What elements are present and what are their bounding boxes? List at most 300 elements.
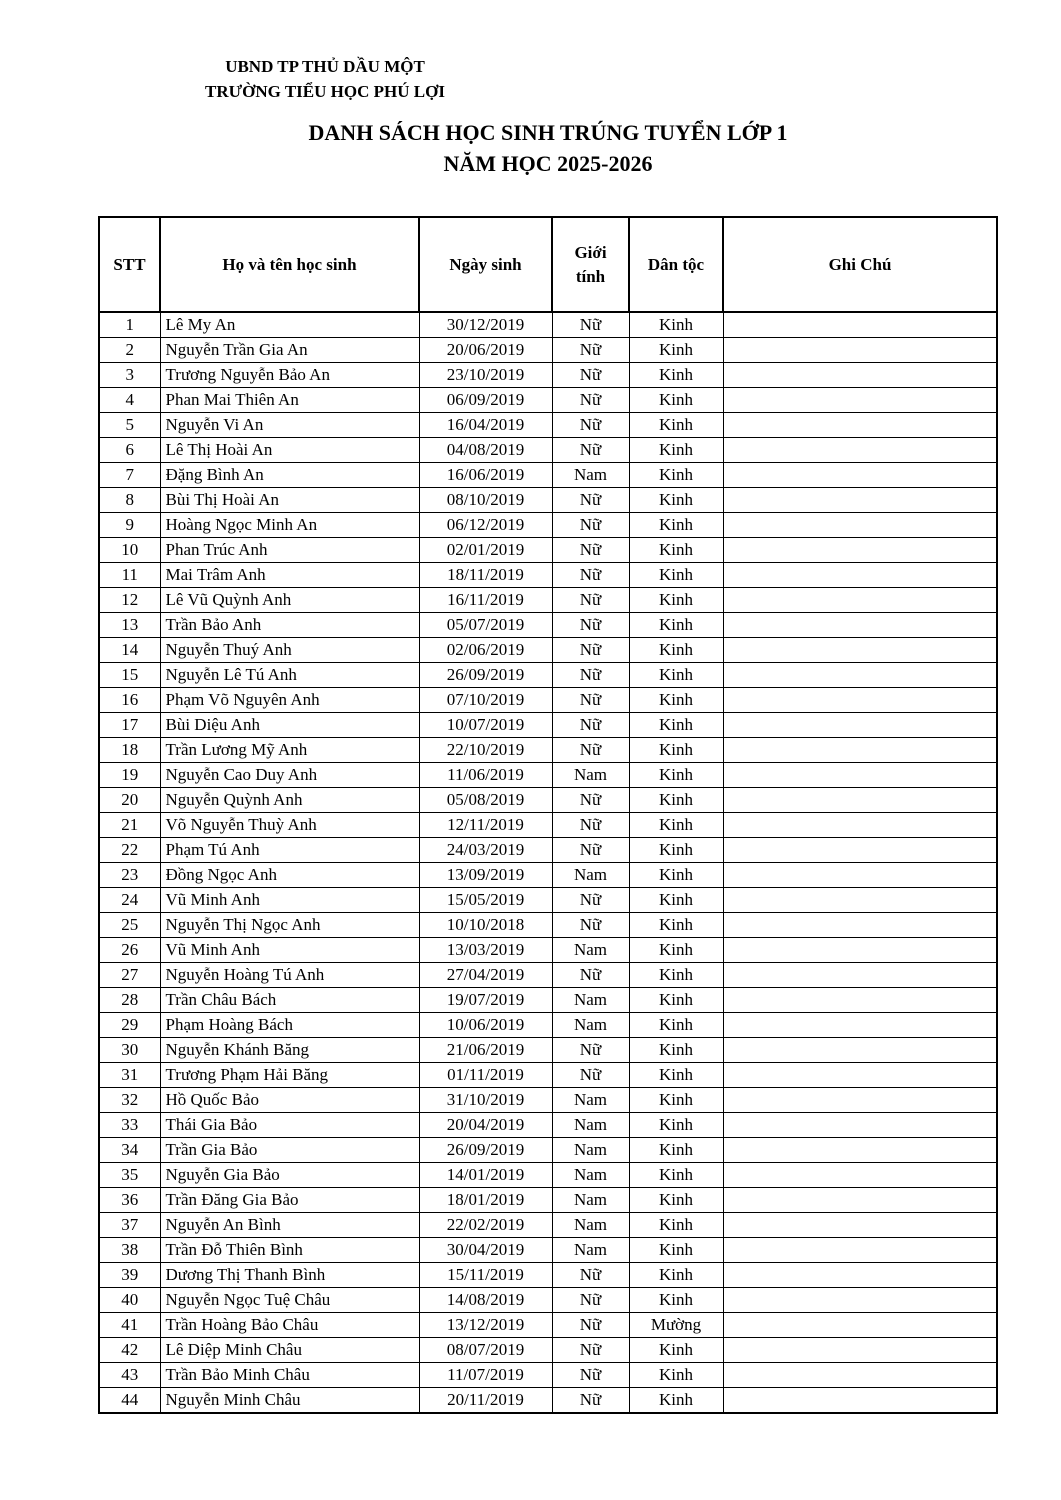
table-row [99,438,997,463]
table-row [99,463,997,488]
cell-note [723,738,997,763]
cell-note [723,813,997,838]
cell-dob: 31/10/2019 [419,1088,552,1113]
table-row [99,1163,997,1188]
cell-name: Lê Vũ Quỳnh Anh [160,588,419,613]
cell-ethnicity: Kinh [629,1263,723,1288]
cell-dob: 23/10/2019 [419,363,552,388]
cell-ethnicity: Kinh [629,438,723,463]
cell-stt: 28 [99,988,160,1013]
cell-note [723,1288,997,1313]
cell-stt: 9 [99,513,160,538]
cell-name: Nguyễn Hoàng Tú Anh [160,963,419,988]
cell-name: Trần Gia Bảo [160,1138,419,1163]
table-row [99,1138,997,1163]
cell-gender: Nữ [552,613,629,638]
cell-stt: 34 [99,1138,160,1163]
cell-gender: Nữ [552,838,629,863]
cell-dob: 18/11/2019 [419,563,552,588]
cell-name: Phan Mai Thiên An [160,388,419,413]
table-row [99,913,997,938]
table-row [99,1338,997,1363]
cell-dob: 13/12/2019 [419,1313,552,1338]
cell-name: Lê My An [160,312,419,338]
cell-gender: Nữ [552,713,629,738]
cell-ethnicity: Kinh [629,963,723,988]
cell-dob: 05/08/2019 [419,788,552,813]
cell-stt: 37 [99,1213,160,1238]
cell-note [723,1113,997,1138]
cell-ethnicity: Kinh [629,663,723,688]
cell-gender: Nam [552,1213,629,1238]
cell-ethnicity: Kinh [629,588,723,613]
table-header-row [99,217,997,312]
cell-ethnicity: Kinh [629,1213,723,1238]
table-row [99,1363,997,1388]
cell-note [723,863,997,888]
cell-gender: Nam [552,988,629,1013]
cell-dob: 30/04/2019 [419,1238,552,1263]
col-header-ethnicity: Dân tộc [629,217,723,312]
cell-stt: 31 [99,1063,160,1088]
table-row [99,563,997,588]
table-row [99,638,997,663]
cell-note [723,963,997,988]
cell-note [723,1363,997,1388]
cell-name: Vũ Minh Anh [160,938,419,963]
cell-name: Trần Đỗ Thiên Bình [160,1238,419,1263]
cell-note [723,413,997,438]
cell-name: Trần Bảo Anh [160,613,419,638]
cell-gender: Nữ [552,513,629,538]
cell-ethnicity: Kinh [629,1163,723,1188]
cell-ethnicity: Kinh [629,738,723,763]
cell-name: Trần Bảo Minh Châu [160,1363,419,1388]
cell-name: Nguyễn Cao Duy Anh [160,763,419,788]
cell-note [723,1388,997,1414]
cell-stt: 13 [99,613,160,638]
cell-gender: Nữ [552,963,629,988]
cell-note [723,1313,997,1338]
document-subtitle: NĂM HỌC 2025-2026 [443,151,653,176]
cell-dob: 26/09/2019 [419,1138,552,1163]
cell-name: Võ Nguyễn Thuỳ Anh [160,813,419,838]
col-header-dob: Ngày sinh [419,217,552,312]
cell-gender: Nam [552,1013,629,1038]
table-row [99,1013,997,1038]
table-row [99,763,997,788]
cell-stt: 33 [99,1113,160,1138]
cell-dob: 11/06/2019 [419,763,552,788]
cell-note [723,613,997,638]
cell-name: Nguyễn Trần Gia An [160,338,419,363]
cell-dob: 06/12/2019 [419,513,552,538]
cell-stt: 7 [99,463,160,488]
cell-name: Trần Châu Bách [160,988,419,1013]
cell-dob: 15/11/2019 [419,1263,552,1288]
cell-note [723,763,997,788]
cell-stt: 42 [99,1338,160,1363]
cell-stt: 21 [99,813,160,838]
cell-gender: Nữ [552,388,629,413]
cell-stt: 43 [99,1363,160,1388]
cell-gender: Nữ [552,538,629,563]
cell-ethnicity: Kinh [629,688,723,713]
cell-note [723,888,997,913]
cell-ethnicity: Kinh [629,1288,723,1313]
table-row [99,1088,997,1113]
cell-stt: 30 [99,1038,160,1063]
cell-note [723,1138,997,1163]
cell-ethnicity: Kinh [629,638,723,663]
cell-ethnicity: Kinh [629,1138,723,1163]
cell-gender: Nữ [552,738,629,763]
cell-ethnicity: Kinh [629,838,723,863]
cell-name: Đặng Bình An [160,463,419,488]
cell-note [723,588,997,613]
cell-gender: Nữ [552,413,629,438]
cell-dob: 10/07/2019 [419,713,552,738]
cell-gender: Nữ [552,1263,629,1288]
table-row [99,988,997,1013]
cell-stt: 23 [99,863,160,888]
table-body [99,312,997,1413]
cell-dob: 22/02/2019 [419,1213,552,1238]
cell-ethnicity: Kinh [629,413,723,438]
cell-gender: Nam [552,1163,629,1188]
cell-name: Trần Đăng Gia Bảo [160,1188,419,1213]
cell-name: Nguyễn Minh Châu [160,1388,419,1414]
cell-stt: 1 [99,312,160,338]
table-row [99,488,997,513]
cell-stt: 10 [99,538,160,563]
cell-ethnicity: Kinh [629,388,723,413]
cell-note [723,363,997,388]
cell-gender: Nữ [552,688,629,713]
cell-dob: 20/06/2019 [419,338,552,363]
cell-ethnicity: Kinh [629,913,723,938]
cell-gender: Nữ [552,312,629,338]
cell-note [723,688,997,713]
cell-gender: Nữ [552,1388,629,1414]
cell-name: Trần Lương Mỹ Anh [160,738,419,763]
cell-name: Nguyễn Thuý Anh [160,638,419,663]
cell-stt: 38 [99,1238,160,1263]
cell-gender: Nữ [552,1288,629,1313]
cell-note [723,1088,997,1113]
cell-stt: 5 [99,413,160,438]
cell-note [723,1188,997,1213]
cell-note [723,1063,997,1088]
org-line-1: UBND TP THỦ DẦU MỘT [225,57,425,76]
table-row [99,413,997,438]
cell-note [723,938,997,963]
table-row [99,963,997,988]
cell-ethnicity: Kinh [629,988,723,1013]
cell-dob: 11/07/2019 [419,1363,552,1388]
cell-stt: 6 [99,438,160,463]
cell-gender: Nữ [552,913,629,938]
cell-name: Lê Thị Hoài An [160,438,419,463]
table-row [99,363,997,388]
table-row [99,338,997,363]
cell-stt: 17 [99,713,160,738]
cell-name: Nguyễn Gia Bảo [160,1163,419,1188]
cell-gender: Nữ [552,1363,629,1388]
cell-ethnicity: Kinh [629,538,723,563]
cell-name: Nguyễn Vi An [160,413,419,438]
cell-stt: 25 [99,913,160,938]
cell-dob: 16/11/2019 [419,588,552,613]
cell-stt: 18 [99,738,160,763]
cell-stt: 22 [99,838,160,863]
cell-note [723,1263,997,1288]
table-row [99,1388,997,1414]
cell-ethnicity: Mường [629,1313,723,1338]
table-row [99,1313,997,1338]
col-header-stt: STT [99,217,160,312]
cell-dob: 02/01/2019 [419,538,552,563]
cell-stt: 14 [99,638,160,663]
cell-ethnicity: Kinh [629,1238,723,1263]
cell-dob: 21/06/2019 [419,1038,552,1063]
cell-note [723,388,997,413]
cell-name: Thái Gia Bảo [160,1113,419,1138]
cell-gender: Nữ [552,338,629,363]
cell-gender: Nữ [552,1313,629,1338]
cell-gender: Nữ [552,438,629,463]
cell-stt: 29 [99,1013,160,1038]
cell-dob: 22/10/2019 [419,738,552,763]
cell-dob: 14/01/2019 [419,1163,552,1188]
cell-dob: 26/09/2019 [419,663,552,688]
document-title: DANH SÁCH HỌC SINH TRÚNG TUYỂN LỚP 1 [308,120,788,145]
cell-gender: Nam [552,463,629,488]
cell-stt: 16 [99,688,160,713]
cell-stt: 32 [99,1088,160,1113]
cell-dob: 08/10/2019 [419,488,552,513]
cell-name: Nguyễn An Bình [160,1213,419,1238]
table-row [99,1263,997,1288]
cell-ethnicity: Kinh [629,863,723,888]
cell-gender: Nam [552,1113,629,1138]
cell-stt: 40 [99,1288,160,1313]
cell-dob: 30/12/2019 [419,312,552,338]
cell-gender: Nữ [552,588,629,613]
cell-note [723,538,997,563]
col-header-gender-line1: Giới [574,242,607,262]
table-row [99,1063,997,1088]
cell-name: Phạm Hoàng Bách [160,1013,419,1038]
cell-note [723,513,997,538]
cell-dob: 10/06/2019 [419,1013,552,1038]
cell-note [723,838,997,863]
cell-dob: 18/01/2019 [419,1188,552,1213]
cell-dob: 02/06/2019 [419,638,552,663]
cell-note [723,563,997,588]
cell-ethnicity: Kinh [629,813,723,838]
cell-stt: 27 [99,963,160,988]
table-row [99,738,997,763]
cell-ethnicity: Kinh [629,488,723,513]
cell-name: Nguyễn Quỳnh Anh [160,788,419,813]
cell-name: Bùi Thị Hoài An [160,488,419,513]
cell-stt: 2 [99,338,160,363]
cell-gender: Nữ [552,788,629,813]
student-table [98,216,998,1414]
table-row [99,713,997,738]
cell-name: Nguyễn Ngọc Tuệ Châu [160,1288,419,1313]
cell-stt: 12 [99,588,160,613]
cell-gender: Nữ [552,663,629,688]
table-row [99,663,997,688]
table-row [99,513,997,538]
cell-gender: Nữ [552,1063,629,1088]
cell-gender: Nam [552,763,629,788]
cell-stt: 26 [99,938,160,963]
cell-name: Nguyễn Lê Tú Anh [160,663,419,688]
cell-stt: 19 [99,763,160,788]
cell-ethnicity: Kinh [629,788,723,813]
cell-stt: 35 [99,1163,160,1188]
cell-ethnicity: Kinh [629,1338,723,1363]
cell-gender: Nam [552,1238,629,1263]
cell-gender: Nữ [552,888,629,913]
cell-ethnicity: Kinh [629,513,723,538]
cell-note [723,338,997,363]
cell-name: Trần Hoàng Bảo Châu [160,1313,419,1338]
cell-name: Vũ Minh Anh [160,888,419,913]
cell-note [723,788,997,813]
cell-gender: Nữ [552,563,629,588]
cell-ethnicity: Kinh [629,1363,723,1388]
cell-stt: 11 [99,563,160,588]
cell-name: Phan Trúc Anh [160,538,419,563]
cell-dob: 27/04/2019 [419,963,552,988]
table-row [99,1288,997,1313]
table-row [99,588,997,613]
cell-ethnicity: Kinh [629,1113,723,1138]
cell-dob: 10/10/2018 [419,913,552,938]
cell-dob: 16/04/2019 [419,413,552,438]
cell-ethnicity: Kinh [629,312,723,338]
cell-note [723,1163,997,1188]
cell-name: Lê Diệp Minh Châu [160,1338,419,1363]
cell-gender: Nam [552,863,629,888]
cell-dob: 05/07/2019 [419,613,552,638]
cell-stt: 24 [99,888,160,913]
cell-name: Đồng Ngọc Anh [160,863,419,888]
cell-ethnicity: Kinh [629,763,723,788]
cell-ethnicity: Kinh [629,713,723,738]
table-row [99,1238,997,1263]
table-row [99,788,997,813]
col-header-note: Ghi Chú [723,217,997,312]
cell-stt: 15 [99,663,160,688]
cell-dob: 08/07/2019 [419,1338,552,1363]
cell-ethnicity: Kinh [629,1088,723,1113]
cell-note [723,1013,997,1038]
cell-name: Phạm Tú Anh [160,838,419,863]
cell-note [723,988,997,1013]
org-line-2: TRƯỜNG TIỂU HỌC PHÚ LỢI [205,82,445,101]
cell-stt: 41 [99,1313,160,1338]
cell-dob: 13/09/2019 [419,863,552,888]
cell-name: Bùi Diệu Anh [160,713,419,738]
table-row [99,388,997,413]
table-row [99,888,997,913]
cell-name: Trương Phạm Hải Băng [160,1063,419,1088]
cell-note [723,1213,997,1238]
cell-dob: 01/11/2019 [419,1063,552,1088]
cell-name: Dương Thị Thanh Bình [160,1263,419,1288]
cell-dob: 12/11/2019 [419,813,552,838]
table-row [99,1188,997,1213]
table-row [99,938,997,963]
cell-ethnicity: Kinh [629,1038,723,1063]
cell-ethnicity: Kinh [629,1388,723,1414]
cell-name: Hoàng Ngọc Minh An [160,513,419,538]
col-header-name: Họ và tên học sinh [160,217,419,312]
cell-name: Nguyễn Khánh Băng [160,1038,419,1063]
cell-dob: 14/08/2019 [419,1288,552,1313]
cell-name: Trương Nguyễn Bảo An [160,363,419,388]
table-row [99,688,997,713]
cell-ethnicity: Kinh [629,338,723,363]
cell-stt: 20 [99,788,160,813]
cell-ethnicity: Kinh [629,363,723,388]
cell-stt: 39 [99,1263,160,1288]
cell-gender: Nữ [552,638,629,663]
cell-dob: 07/10/2019 [419,688,552,713]
cell-ethnicity: Kinh [629,613,723,638]
cell-stt: 4 [99,388,160,413]
cell-ethnicity: Kinh [629,1188,723,1213]
cell-ethnicity: Kinh [629,1063,723,1088]
cell-ethnicity: Kinh [629,563,723,588]
cell-name: Mai Trâm Anh [160,563,419,588]
cell-ethnicity: Kinh [629,1013,723,1038]
cell-ethnicity: Kinh [629,463,723,488]
cell-stt: 8 [99,488,160,513]
table-row [99,312,997,338]
cell-note [723,1338,997,1363]
col-header-gender-line2: tính [575,266,606,286]
cell-note [723,463,997,488]
cell-gender: Nam [552,938,629,963]
cell-note [723,913,997,938]
cell-note [723,713,997,738]
cell-stt: 44 [99,1388,160,1414]
table-row [99,613,997,638]
cell-note [723,438,997,463]
cell-gender: Nữ [552,813,629,838]
cell-gender: Nữ [552,1338,629,1363]
cell-dob: 15/05/2019 [419,888,552,913]
cell-name: Nguyễn Thị Ngọc Anh [160,913,419,938]
cell-dob: 16/06/2019 [419,463,552,488]
cell-note [723,1038,997,1063]
cell-dob: 04/08/2019 [419,438,552,463]
cell-note [723,663,997,688]
cell-dob: 19/07/2019 [419,988,552,1013]
cell-note [723,638,997,663]
table-row [99,1038,997,1063]
cell-ethnicity: Kinh [629,888,723,913]
cell-ethnicity: Kinh [629,938,723,963]
cell-gender: Nam [552,1088,629,1113]
cell-note [723,1238,997,1263]
